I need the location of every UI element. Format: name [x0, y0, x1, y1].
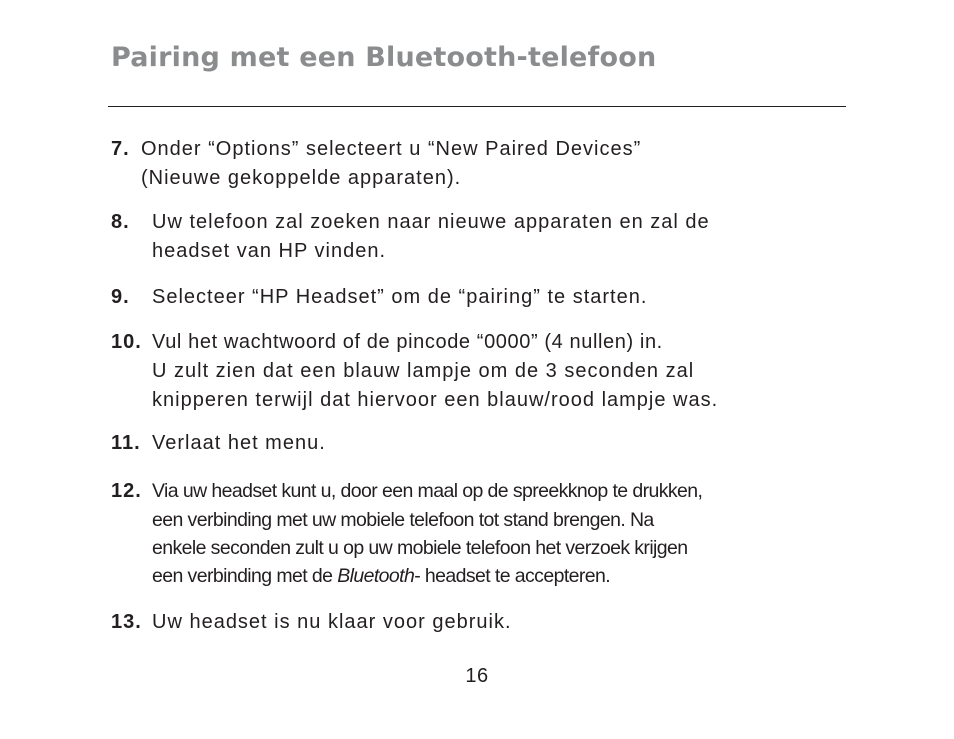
step-text-prefix: een verbinding met de [152, 565, 338, 587]
step-text-line: Verlaat het menu. [152, 432, 326, 454]
step-number: 10. [111, 331, 142, 353]
step-text-line: (Nieuwe gekoppelde apparaten). [141, 167, 462, 189]
step-number: 7. [111, 138, 130, 160]
step-text-suffix: - headset te accepteren. [414, 565, 611, 587]
step-text-line: enkele seconden zult u op uw mobiele telefoon het verzoek krijgen [152, 537, 688, 559]
step-text-line: knipperen terwijl dat hiervoor een blauw/rood lampje was. [152, 389, 719, 411]
step-number: 13. [111, 611, 142, 633]
step-text-line-last [152, 565, 610, 588]
step-number: 12. [111, 480, 142, 502]
page-number: 16 [465, 665, 489, 687]
step-text-line: Onder “Options” selecteert u “New Paired Devices” [141, 138, 642, 160]
step-text-line: een verbinding met uw mobiele telefoon tot stand brengen. Na [152, 509, 654, 531]
step-text-line: Via uw headset kunt u, door een maal op de spreekknop te drukken, [152, 480, 703, 502]
step-text-line: Vul het wachtwoord of de pincode “0000” (4 nullen) in. [152, 331, 663, 353]
step-number: 8. [111, 211, 130, 233]
step-text-line: Selecteer “HP Headset” om de “pairing” te starten. [152, 286, 648, 308]
step-number: 11. [111, 432, 141, 454]
title-divider [108, 106, 846, 107]
step-text-italic: Bluetooth [337, 565, 415, 587]
step-text-line: U zult zien dat een blauw lampje om de 3 seconden zal [152, 360, 695, 382]
step-text-line: Uw telefoon zal zoeken naar nieuwe apparaten en zal de [152, 211, 710, 233]
page-title: Pairing met een Bluetooth-telefoon [111, 42, 657, 73]
step-text-line: Uw headset is nu klaar voor gebruik. [152, 611, 512, 633]
step-text-line: headset van HP vinden. [152, 240, 387, 262]
step-number: 9. [111, 286, 130, 308]
